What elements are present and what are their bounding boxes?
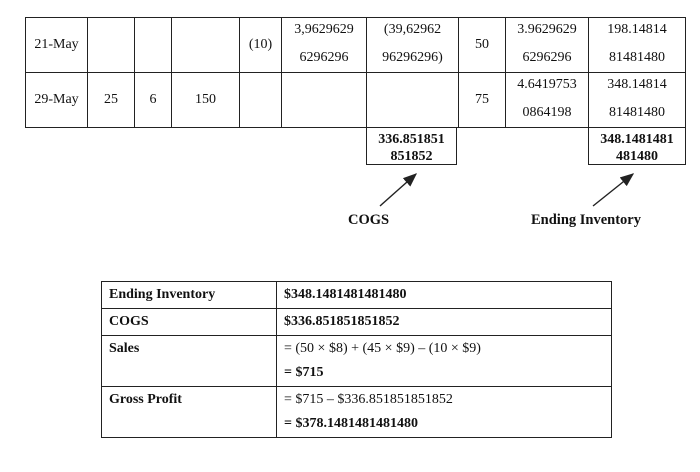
gross-profit-formula: = $715 – $336.851851851852 <box>284 392 453 407</box>
summary-value-gross-profit <box>277 387 612 438</box>
ledger-date-21-may: 21-May <box>34 37 79 52</box>
summary-row-ending-inventory <box>102 282 612 309</box>
ledger-balance-total-line1: 348.14814 <box>607 77 667 92</box>
ending-total-line2: 481480 <box>616 149 658 164</box>
cogs-total-line2: 851852 <box>390 149 433 164</box>
ledger-balance-total-line1: 198.14814 <box>607 22 667 37</box>
summary-label-gross-profit: Gross Profit <box>102 387 277 438</box>
sales-result: = $715 <box>284 365 324 380</box>
ledger-sold-total-line1: (39,62962 <box>383 22 442 37</box>
ledger-balance-qty: 50 <box>475 37 489 52</box>
summary-row-cogs <box>102 309 612 336</box>
ledger-sold-total-line2: 96296296) <box>382 50 443 65</box>
ledger-sold-price-line2: 6296296 <box>299 50 349 65</box>
sales-formula: = (50 × $8) + (45 × $9) – (10 × $9) <box>284 341 481 356</box>
summary-row-sales <box>102 336 612 387</box>
ledger-balance-price-line2: 0864198 <box>522 105 572 120</box>
summary-table <box>101 281 612 438</box>
cogs-total-line1: 336.851851 <box>378 132 445 147</box>
summary-label-cogs: COGS <box>102 309 277 336</box>
summary-value-ending-inventory: $348.1481481481480 <box>277 282 612 309</box>
ledger-purchase-price: 6 <box>149 92 157 107</box>
ending-inventory-label: Ending Inventory <box>531 212 641 228</box>
ledger-sold-price-line1: 3,9629629 <box>294 22 354 37</box>
summary-row-gross-profit <box>102 387 612 438</box>
ledger-sold-qty: (10) <box>248 37 273 52</box>
ledger-purchase-qty: 25 <box>104 92 118 107</box>
summary-value-sales <box>277 336 612 387</box>
ledger-balance-qty: 75 <box>475 92 489 107</box>
ledger-purchase-total: 150 <box>195 92 216 107</box>
summary-label-ending-inventory: Ending Inventory <box>102 282 277 309</box>
ledger-balance-price-line2: 6296296 <box>522 50 572 65</box>
summary-value-cogs: $336.851851851852 <box>277 309 612 336</box>
cogs-label: COGS <box>348 212 390 228</box>
ledger-balance-price-line1: 4.6419753 <box>517 77 577 92</box>
summary-label-sales: Sales <box>102 336 277 387</box>
ledger-balance-total-line2: 81481480 <box>609 105 665 120</box>
ledger-balance-price-line1: 3.9629629 <box>517 22 577 37</box>
gross-profit-result: = $378.1481481481480 <box>284 416 418 431</box>
ending-inventory-arrow <box>593 174 633 206</box>
ledger-date-29-may: 29-May <box>34 92 79 107</box>
ledger-balance-total-line2: 81481480 <box>609 50 665 65</box>
cogs-arrow <box>380 174 416 206</box>
ending-total-line1: 348.1481481 <box>600 132 674 147</box>
